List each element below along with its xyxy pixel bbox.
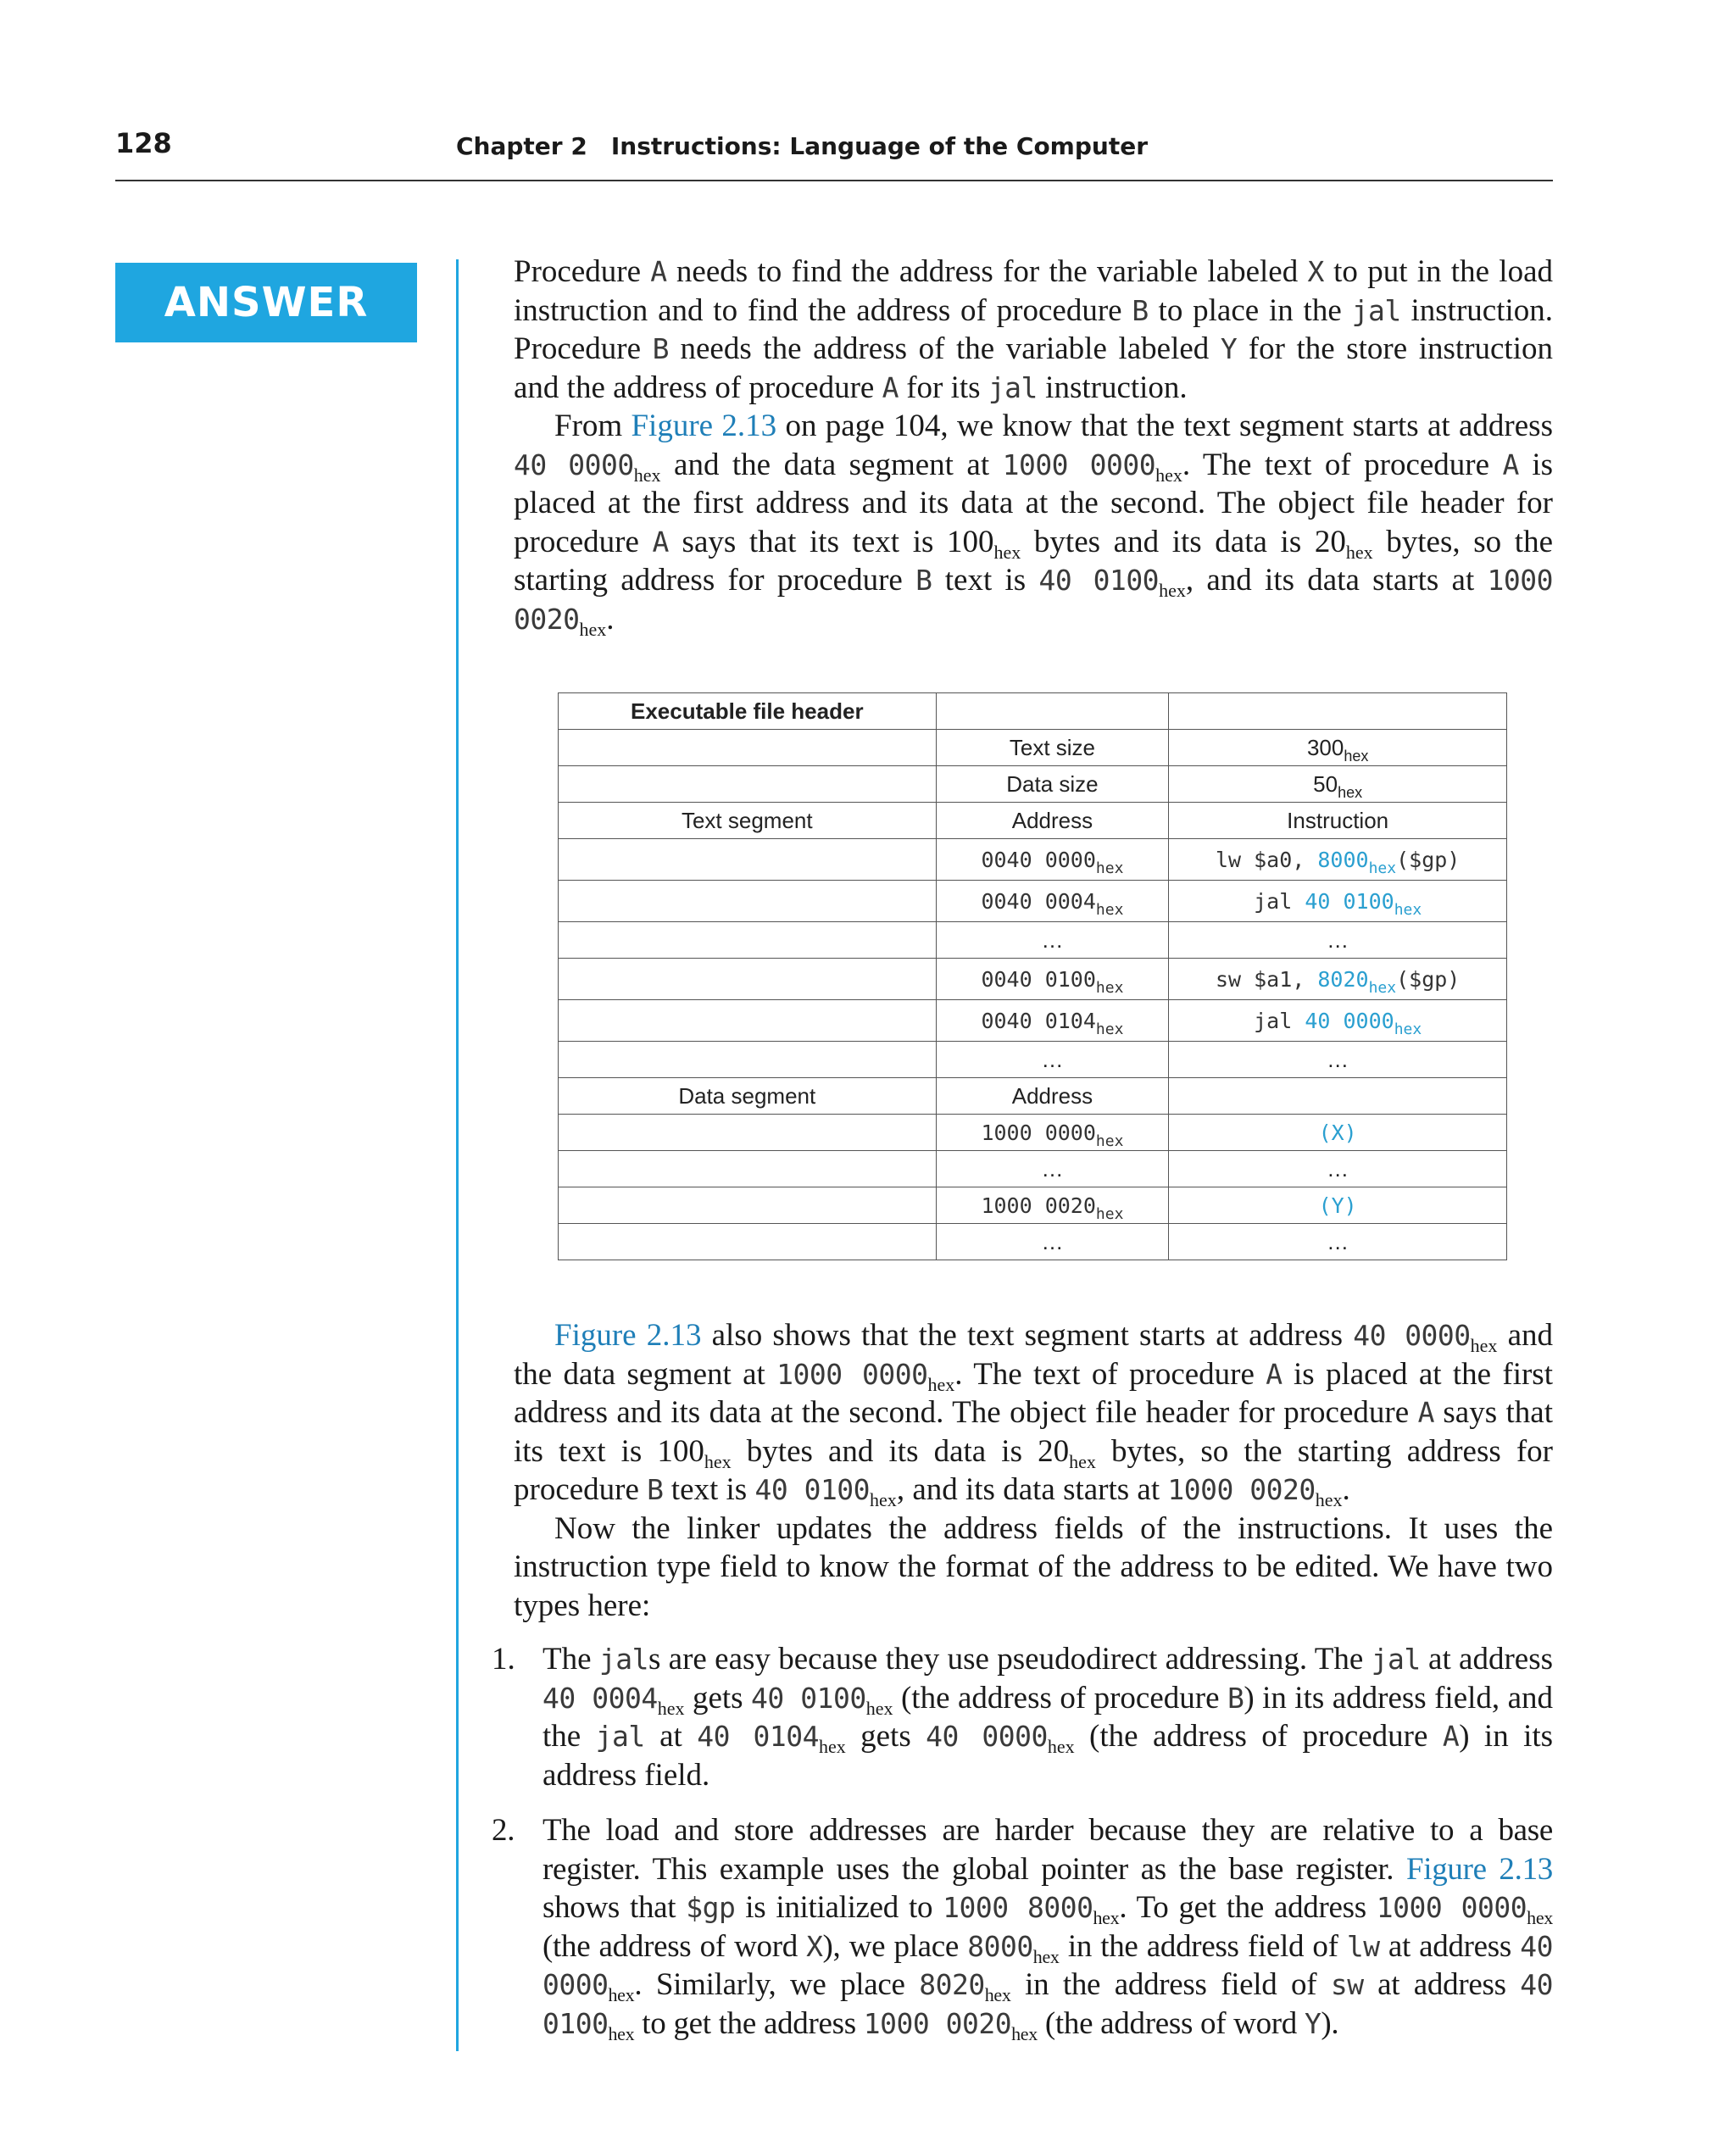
answer-continued — [514, 1316, 1553, 1625]
page-number: 128 — [115, 127, 172, 159]
answer-intro — [514, 253, 1553, 638]
table-row: 0040 $0100_{hex}$ sw $a1, $8020_{hex}(\$gp)$ — [559, 959, 1507, 1000]
table-row: 0040 $0000_{hex}$ lw $a0, $8000_{hex}(\$gp)$ — [559, 839, 1507, 881]
list-item: 2. The load and store addresses are harder because they are relative to a base register. This example uses the global pointer as the base register. Figure 2.13 shows that $gp is initialized to 1000 $8000_{hex}$. To get the address 1000 $0000_{hex}$ (the address of word X), we place $8000_{hex}$ in the address field of lw at address 40 $0000_{hex}$. Similarly, we place $8020_{hex}$ in the address field of sw at address 40 $0100_{hex}$ to get the address 1000 $0020_{hex}$ (the address of word Y). — [492, 1813, 1553, 2044]
table-row: Data segment Address — [559, 1078, 1507, 1115]
table-row: Text segment Address Instruction — [559, 803, 1507, 839]
figure-link[interactable]: Figure 2.13 — [554, 1318, 702, 1353]
table-row: 0040 $0004_{hex}$ jal 40 $0100_{hex}$ — [559, 881, 1507, 922]
table-row: … … — [559, 1224, 1507, 1260]
figure-link[interactable]: Figure 2.13 — [1405, 1851, 1553, 1887]
table-row: … … — [559, 922, 1507, 959]
list-item: 1. The jals are easy because they use pseudodirect addressing. The jal at address 40 $0004_{hex}$ gets 40 $0100_{hex}$ (the address of procedure B) in its address field, and the jal at 40 $0104_{hex}$ gets 40 $0000_{hex}$ (the address of procedure A) in its address field. — [492, 1642, 1554, 1793]
table-row: … … — [559, 1151, 1507, 1187]
data-segment-label: Data segment — [559, 1078, 937, 1115]
table-row: 1000 $0000_{hex}$ (X) — [559, 1115, 1507, 1151]
text-segment-label: Text segment — [559, 803, 937, 839]
margin-rule — [456, 259, 459, 2051]
table-row: 1000 $0020_{hex}$ (Y) — [559, 1187, 1507, 1224]
running-header — [115, 127, 1553, 178]
answer-label: ANSWER — [115, 263, 417, 342]
figure-link[interactable]: Figure 2.13 — [631, 409, 777, 443]
paragraph-2: From Figure 2.13 on page 104, we know that the text segment starts at address 40 $0000_{hex}$ and the data segment at 1000 $0000_{hex}$. The text of procedure A is placed at the first address and its data at the second. The object file header for procedure A says that its text is $100_{hex}$ bytes and its data is $20_{hex}$ bytes, so the starting address for procedure B text is 40 $0100_{hex}$, and its data starts at 1000 $0020_{hex}$. — [514, 409, 1554, 640]
header-rule — [115, 180, 1553, 181]
table-row: Text size $300_{hex}$ — [559, 730, 1507, 766]
table-row: … … — [559, 1042, 1507, 1078]
address-update-steps — [492, 1640, 1553, 2060]
chapter-title: Chapter 2 Instructions: Language of the Computer — [456, 132, 1149, 160]
executable-file-table — [558, 692, 1507, 1260]
paragraph-4: Now the linker updates the address fields of the instructions. It uses the instruction type field to know the format of the address to be edited. We have two types here: — [514, 1510, 1553, 1623]
paragraph-1: Procedure A needs to find the address for the variable labeled X to put in the load instruction and to find the address of procedure B to place in the jal instruction. Procedure B needs the address of the variable labeled Y for the store instruction and the address of procedure A for its jal instruction. — [514, 254, 1554, 405]
table-row: 0040 $0104_{hex}$ jal 40 $0000_{hex}$ — [559, 1000, 1507, 1042]
table-header-title: Executable file header — [559, 693, 937, 730]
table-row: Data size $50_{hex}$ — [559, 766, 1507, 803]
paragraph-3: Figure 2.13 also shows that the text segment starts at address 40 $0000_{hex}$ and the data segment at 1000 $0000_{hex}$. The text of procedure A is placed at the first address and its data at the second. The object file header for procedure A says that its text is $100_{hex}$ bytes and its data is $20_{hex}$ bytes, so the starting address for procedure B text is 40 $0100_{hex}$, and its data starts at 1000 $0020_{hex}$. — [514, 1318, 1554, 1510]
